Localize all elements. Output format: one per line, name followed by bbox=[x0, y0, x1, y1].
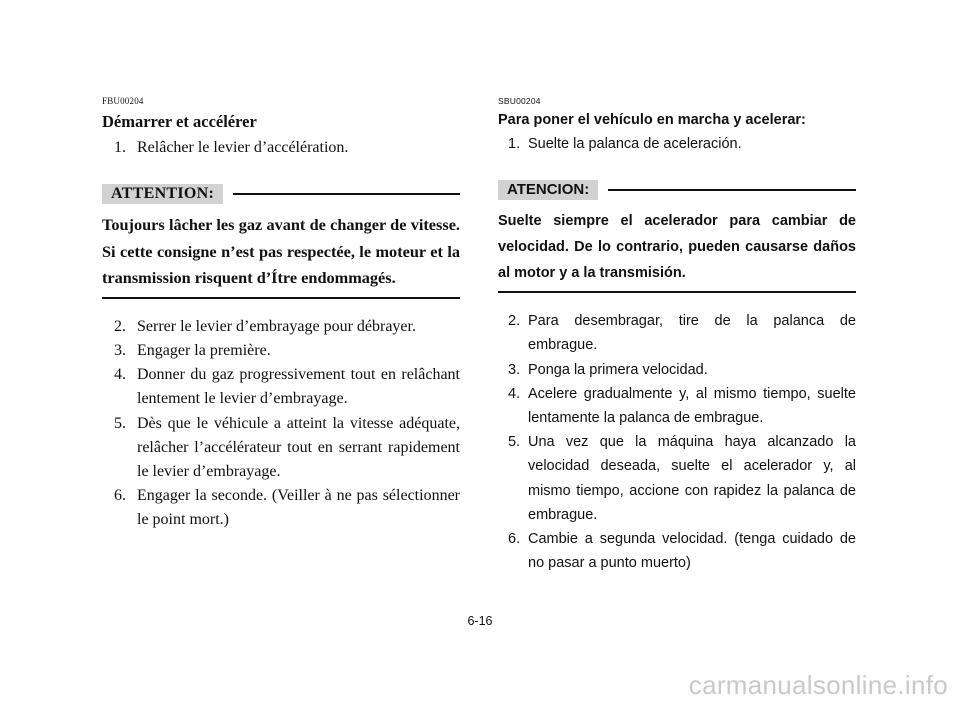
step-text: Ponga la primera velocidad. bbox=[528, 361, 708, 378]
step-text: Engager la première. bbox=[137, 341, 271, 359]
warning-end-rule bbox=[102, 297, 460, 299]
warning-header bbox=[102, 182, 460, 206]
step-text: Dès que le véhicule a atteint la vitesse adéquate, relâcher l’accélérateur tout en serrant rapidement le levier d’embrayage. bbox=[137, 414, 460, 480]
warning-label: ATTENTION: bbox=[102, 184, 223, 204]
step-item bbox=[508, 358, 856, 382]
warning-text: Toujours lâcher les gaz avant de changer de vitesse. Si cette consigne n’est pas respectée, le moteur et la transmission risquent d’Ítre endommagés. bbox=[102, 215, 460, 288]
step-number: 4. bbox=[508, 385, 521, 402]
step-text: Engager la seconde. (Veiller à ne pas sélectionner le point mort.) bbox=[137, 487, 460, 529]
step-text: Serrer le levier d’embrayage pour débrayer. bbox=[137, 317, 416, 335]
step-item bbox=[114, 484, 460, 532]
step-item bbox=[114, 315, 460, 339]
step-text: Cambie a segunda velocidad. (tenga cuidado de no pasar a punto muerto) bbox=[528, 531, 856, 572]
step-text: Acelere gradualmente y, al mismo tiempo, suelte lentamente la palanca de embrague. bbox=[528, 385, 856, 427]
step-number: 1. bbox=[508, 136, 521, 152]
step-number: 3. bbox=[508, 361, 521, 378]
warning-header bbox=[498, 178, 856, 202]
spanish-column bbox=[498, 96, 856, 575]
step-number: 2. bbox=[114, 317, 126, 335]
step-number: 5. bbox=[114, 414, 126, 432]
step-item bbox=[114, 412, 460, 485]
step-number: 3. bbox=[114, 341, 126, 359]
section-code: SBU00204 bbox=[498, 96, 541, 106]
step-text: Para desembragar, tire de la palanca de embrague. bbox=[528, 313, 856, 354]
step-text: Suelte la palanca de aceleración. bbox=[528, 136, 742, 152]
step-item bbox=[114, 339, 460, 363]
section-title: Démarrer et accélérer bbox=[102, 112, 257, 131]
step-item bbox=[114, 363, 460, 411]
step-item bbox=[508, 132, 856, 156]
step-number: 6. bbox=[114, 487, 126, 505]
step-number: 2. bbox=[508, 313, 521, 330]
section-code: FBU00204 bbox=[102, 96, 144, 106]
step-item bbox=[114, 136, 460, 160]
warning-end-rule bbox=[498, 291, 856, 293]
warning-text: Suelte siempre el acelerador para cambiar de velocidad. De lo contrario, pueden causarse daños al motor y a la transmisión. bbox=[498, 213, 856, 282]
step-item bbox=[508, 382, 856, 430]
french-column bbox=[102, 96, 460, 533]
step-number: 6. bbox=[508, 531, 521, 548]
warning-rule bbox=[608, 189, 856, 191]
page-number: 6-16 bbox=[467, 614, 493, 628]
warning-label: ATENCION: bbox=[498, 180, 598, 200]
step-item bbox=[508, 309, 856, 357]
warning-rule bbox=[233, 193, 460, 195]
step-text: Relâcher le levier d’accélération. bbox=[137, 139, 349, 156]
step-item bbox=[508, 527, 856, 575]
step-item bbox=[508, 430, 856, 527]
step-number: 1. bbox=[114, 139, 126, 156]
step-number: 5. bbox=[508, 434, 521, 451]
watermark: carmanualsonline.info bbox=[688, 670, 948, 700]
step-text: Donner du gaz progressivement tout en relâchant lentement le levier d’embrayage. bbox=[137, 366, 460, 408]
section-title: Para poner el vehículo en marcha y acelerar: bbox=[498, 112, 806, 128]
step-text: Una vez que la máquina haya alcanzado la velocidad deseada, suelte el acelerador y, al mismo tiempo, accione con rapidez la palanca de embrague. bbox=[528, 434, 856, 523]
step-number: 4. bbox=[114, 366, 126, 384]
